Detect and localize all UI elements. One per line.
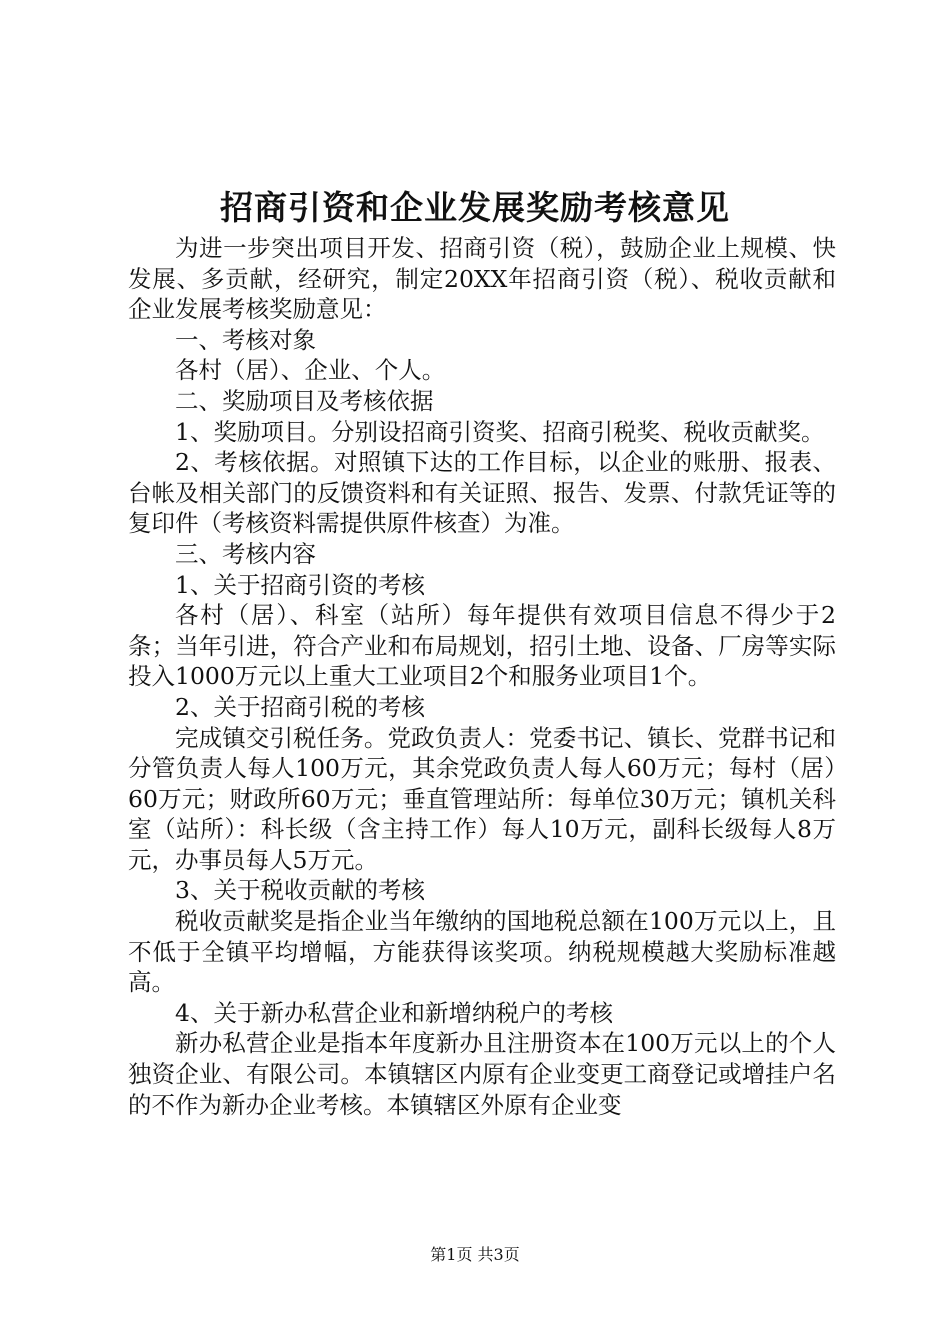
subsection-heading: 4、关于新办私营企业和新增纳税户的考核	[175, 998, 613, 1027]
section-heading-2: 二、奖励项目及考核依据	[175, 386, 434, 415]
paragraph: 税收贡献奖是指企业当年缴纳的国地税总额在100万元以上，且不低于全镇平均增幅，方能获得该奖项。纳税规模越大奖励标准越高。	[128, 907, 836, 997]
page-footer: 第1页 共3页	[430, 1245, 520, 1264]
paragraph: 2、考核依据。对照镇下达的工作目标，以企业的账册、报表、台帐及相关部门的反馈资料和有关证照、报告、发票、付款凭证等的复印件（考核资料需提供原件核查）为准。	[128, 448, 836, 538]
subsection-heading: 1、关于招商引资的考核	[175, 570, 425, 599]
paragraph-intro: 为进一步突出项目开发、招商引资（税），鼓励企业上规模、快发展、多贡献，经研究，制定20XX年招商引资（税）、税收贡献和企业发展考核奖励意见：	[128, 234, 836, 324]
paragraph: 各村（居）、科室（站所）每年提供有效项目信息不得少于2条；当年引进，符合产业和布局规划，招引土地、设备、厂房等实际投入1000万元以上重大工业项目2个和服务业项目1个。	[128, 601, 836, 691]
document-body	[128, 233, 836, 1120]
paragraph: 1、奖励项目。分别设招商引资奖、招商引税奖、税收贡献奖。	[175, 417, 825, 446]
document-title: 招商引资和企业发展奖励考核意见	[220, 188, 730, 227]
subsection-heading: 2、关于招商引税的考核	[175, 692, 425, 721]
paragraph: 新办私营企业是指本年度新办且注册资本在100万元以上的个人独资企业、有限公司。本镇辖区内原有企业变更工商登记或增挂户名的不作为新办企业考核。本镇辖区外原有企业变	[128, 1029, 836, 1119]
section-heading-1: 一、考核对象	[175, 325, 316, 354]
paragraph: 完成镇交引税任务。党政负责人：党委书记、镇长、党群书记和分管负责人每人100万元，其余党政负责人每人60万元；每村（居）60万元；财政所60万元；垂直管理站所：每单位30万元；镇机关科室（站所）：科长级（含主持工作）每人10万元，副科长级每人8万元，办事员每人5万元。	[128, 723, 836, 874]
paragraph: 各村（居）、企业、个人。	[175, 356, 446, 385]
section-heading-3: 三、考核内容	[175, 539, 316, 568]
subsection-heading: 3、关于税收贡献的考核	[175, 876, 425, 905]
